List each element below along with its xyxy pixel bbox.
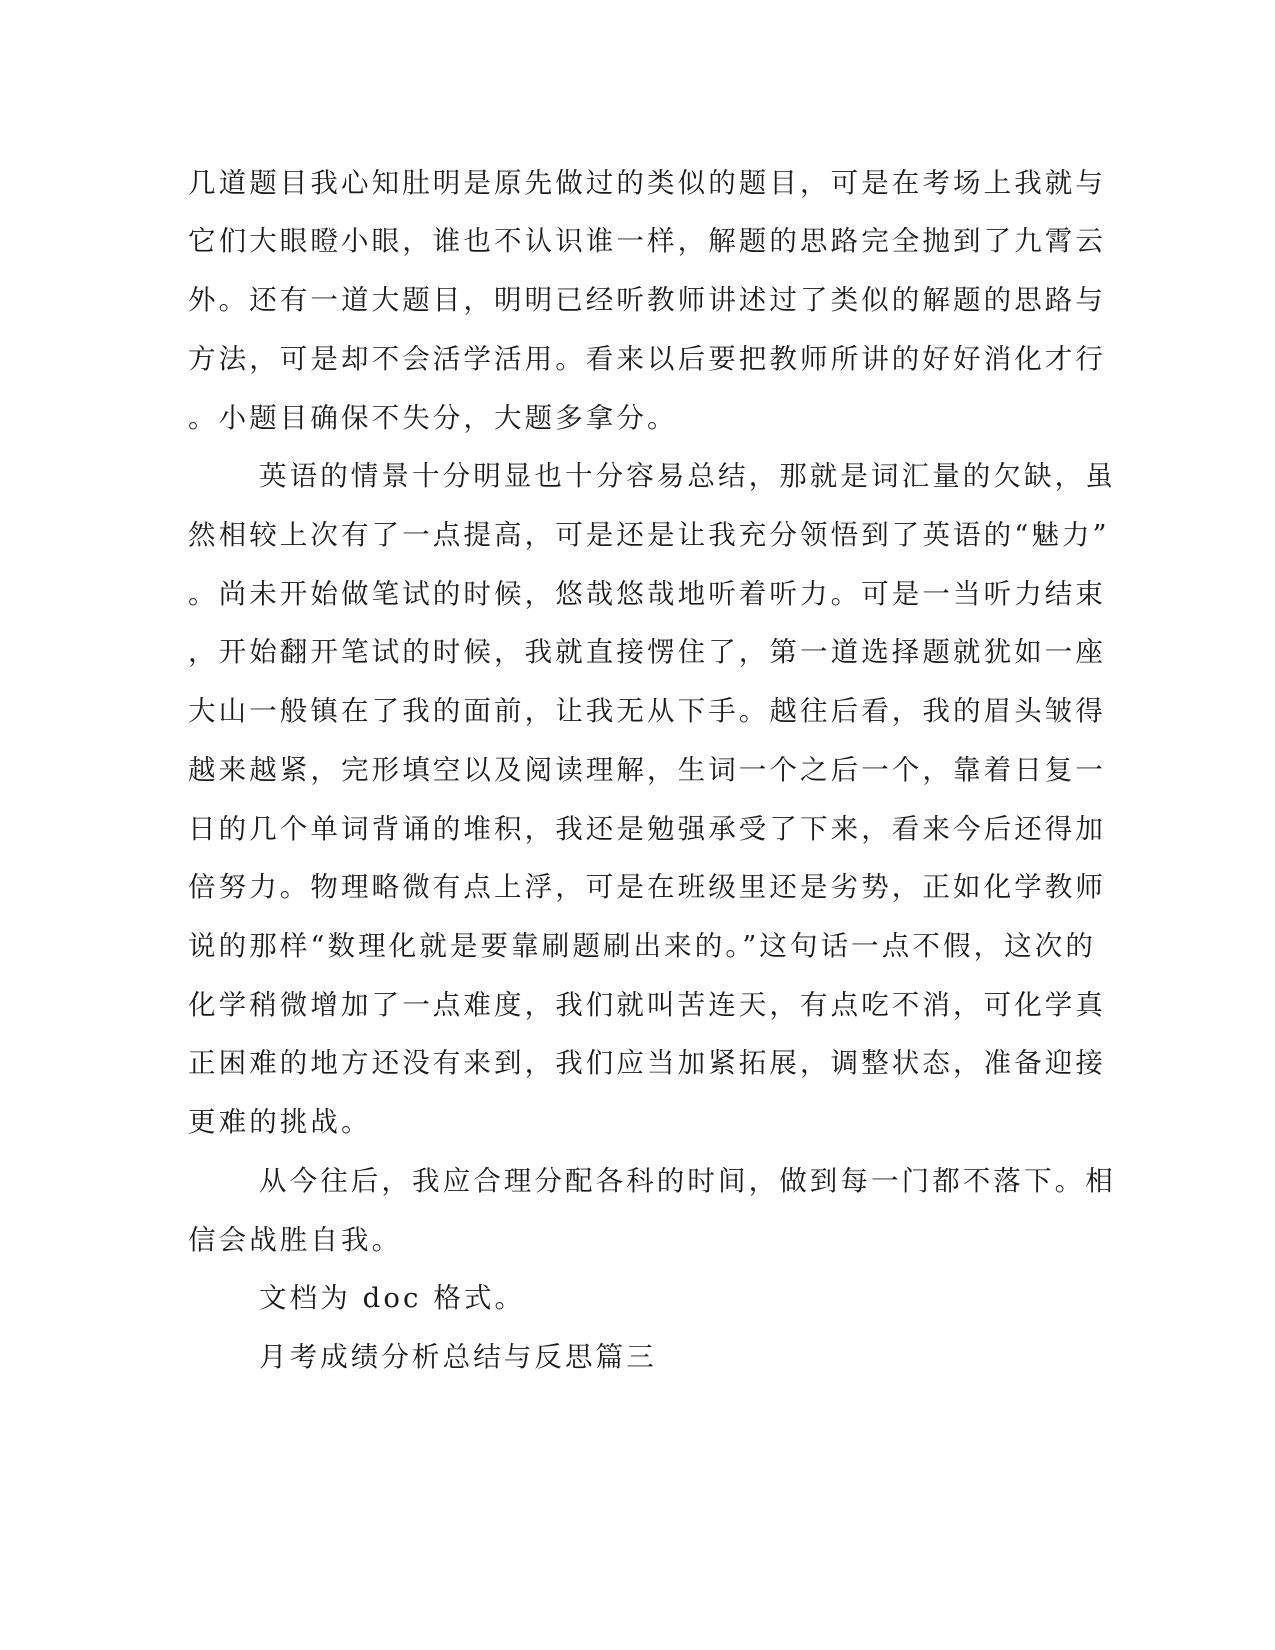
text-line: 。尚未开始做笔试的时候，悠哉悠哉地听着听力。可是一当听力结束 [188, 578, 1106, 610]
text-line: 信会战胜自我。 [188, 1224, 403, 1256]
paragraph-first-line: 英语的情景十分明显也十分容易总结，那就是词汇量的欠缺，虽 [259, 460, 1116, 492]
paragraph-first-line: 从今往后，我应合理分配各科的时间，做到每一门都不落下。相 [259, 1165, 1116, 1197]
section-heading: 月考成绩分析总结与反思篇三 [259, 1341, 657, 1373]
text-line: 大山一般镇在了我的面前，让我无从下手。越往后看，我的眉头皱得 [188, 695, 1106, 727]
text-line: 方法，可是却不会活学活用。看来以后要把教师所讲的好好消化才行 [188, 343, 1106, 375]
text-line: 更难的挑战。 [188, 1106, 372, 1138]
text-line: 正困难的地方还没有来到，我们应当加紧拓展，调整状态，准备迎接 [188, 1047, 1106, 1079]
text-line: 外。还有一道大题目，明明已经听教师讲述过了类似的解题的思路与 [188, 284, 1106, 316]
text-line: 它们大眼瞪小眼，谁也不认识谁一样，解题的思路完全抛到了九霄云 [188, 225, 1106, 257]
text-line: 几道题目我心知肚明是原先做过的类似的题目，可是在考场上我就与 [188, 167, 1106, 199]
text-line: 然相较上次有了一点提高，可是还是让我充分领悟到了英语的“魅力” [188, 519, 1110, 551]
text-line: ，开始翻开笔试的时候，我就直接愣住了，第一道选择题就犹如一座 [188, 636, 1106, 668]
format-note: 文档为 doc 格式。 [259, 1282, 526, 1314]
text-line: 日的几个单词背诵的堆积，我还是勉强承受了下来，看来今后还得加 [188, 813, 1106, 845]
text-line: 化学稍微增加了一点难度，我们就叫苦连天，有点吃不消，可化学真 [188, 989, 1106, 1021]
text-line: 倍努力。物理略微有点上浮，可是在班级里还是劣势，正如化学教师 [188, 871, 1106, 903]
text-line: 越来越紧，完形填空以及阅读理解，生词一个之后一个，靠着日复一 [188, 754, 1106, 786]
text-line: 说的那样“数理化就是要靠刷题刷出来的。”这句话一点不假，这次的 [188, 930, 1096, 962]
text-line: 。小题目确保不失分，大题多拿分。 [188, 402, 678, 434]
